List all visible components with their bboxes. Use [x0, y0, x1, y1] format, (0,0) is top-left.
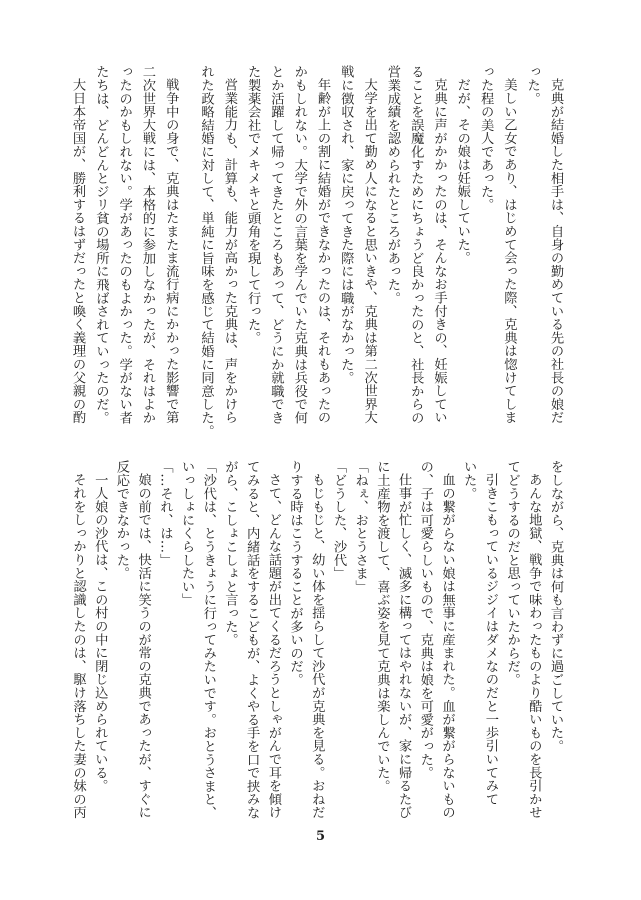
- text-line: ったのかもしれない。学があったのもよかった。学がない者: [116, 65, 132, 425]
- text-line: あんな地獄、戦争で味わったものより酷いものを長引かせ: [526, 473, 542, 820]
- text-line: たちは、どんどんとジリ貧の場所に飛ばされていったのだ。: [93, 65, 109, 425]
- text-block-top: [66, 65, 567, 440]
- text-line: りする時はこうすることが多いのだ。: [287, 460, 303, 687]
- dialogue-line: いっしょにくらしたい」: [179, 460, 195, 607]
- text-line: の、子は可愛らしいもので、克典は娘を可愛がった。: [417, 460, 433, 780]
- text-line: をしながら、克典は何も言わずに過ごしていた。: [548, 460, 563, 753]
- text-line: さて、どんな話題が出てくるだろうとしゃがんで耳を傾け: [265, 473, 281, 820]
- text-line: 大学を出て勤め人になると思いきや、克典は第二次世界大: [361, 78, 377, 425]
- text-line: 戦に徴収され、家に戻ってきた際には職がなかった。: [338, 65, 354, 385]
- text-line: だが、その娘は妊娠していた。: [454, 78, 470, 265]
- text-line: った程の美人であった。: [478, 65, 494, 212]
- text-line: てみると、内緒話をするこどもが、よくやる手を口で挟みな: [244, 460, 260, 820]
- text-line: もじもじと、幼い体を揺らして沙代が克典を見る。おねだ: [309, 473, 325, 820]
- text-line: 年齢が上の割に結婚ができなかったのは、それもあったの: [315, 78, 331, 425]
- page-number: 5: [315, 829, 326, 844]
- text-line: 仕事が忙しく、滅多に構ってはやれないが、家に帰るたび: [396, 473, 412, 820]
- text-line: 美しい乙女であり、はじめて会った際、克典は惚けてしま: [501, 78, 517, 425]
- text-line: た製薬会社でメキメキと頭角を現して行った。: [245, 65, 261, 345]
- dialogue-line: 「…それ、は…」: [157, 460, 173, 567]
- text-line: とか活躍して帰ってきたところもあって、どうにか就職でき: [268, 65, 284, 425]
- text-line: 克典に声がかかったのは、そんなお手付きの、妊娠してい: [431, 78, 447, 425]
- text-line: がら、こしょこしょと言った。: [222, 460, 238, 647]
- text-line: てどうするのだと思っていたからだ。: [504, 460, 520, 687]
- dialogue-line: 「どうした、沙代」: [330, 460, 346, 580]
- text-line: 二次世界大戦には、本格的に参加しなかったが、それはよか: [139, 65, 155, 425]
- text-block-bottom: [67, 460, 566, 825]
- dialogue-line: 「ねぇ、おとうさま」: [352, 460, 368, 593]
- text-line: 戦争中の身で、克典はたまたま流行病にかかった影響で第: [163, 78, 179, 425]
- blank-line: [182, 65, 194, 440]
- text-line: 反応できなかった。: [113, 460, 129, 580]
- text-line: 営業成績を認められたところがあった。: [384, 65, 400, 305]
- text-line: 一人娘の沙代は、この村の中に閉じ込められている。: [92, 473, 108, 793]
- text-line: それをしっかりと認識したのは、駆け落ちした妻の妹の丙: [70, 473, 86, 820]
- text-line: れた政略結婚に対して、単純に旨味を感じて結婚に同意した。: [198, 65, 214, 438]
- text-line: 娘の前では、快活に笑うのが常の克典であったが、すぐに: [135, 473, 151, 820]
- text-line: 引きこもっているジジイはダメなのだと一歩引いてみて: [482, 473, 498, 806]
- text-line: いた。: [461, 460, 477, 500]
- text-line: かもしれない。大学で外の言葉を学んでいた克典は兵役で何: [291, 65, 307, 425]
- text-line: 克典が結婚した相手は、自身の勤めている先の社長の娘だ: [548, 78, 563, 425]
- text-line: に土産物を渡して、喜ぶ姿を見て克典は楽しんでいた。: [374, 460, 390, 793]
- text-line: 血の繋がらない娘は無事に産まれた。血が繋がらないもの: [439, 473, 455, 820]
- text-line: った。: [524, 65, 540, 105]
- text-line: ることを誤魔化すためにちょうど良かったのと、社長からの: [408, 65, 424, 425]
- text-line: 営業能力も、計算も、能力が高かった克典は、声をかけら: [221, 78, 237, 425]
- text-line: 大日本帝国が、勝利するはずだったと喚く義理の父親の酌: [70, 78, 86, 425]
- dialogue-line: 「沙代は、とうきょうに行ってみたいです。おとうさまと、: [200, 460, 216, 820]
